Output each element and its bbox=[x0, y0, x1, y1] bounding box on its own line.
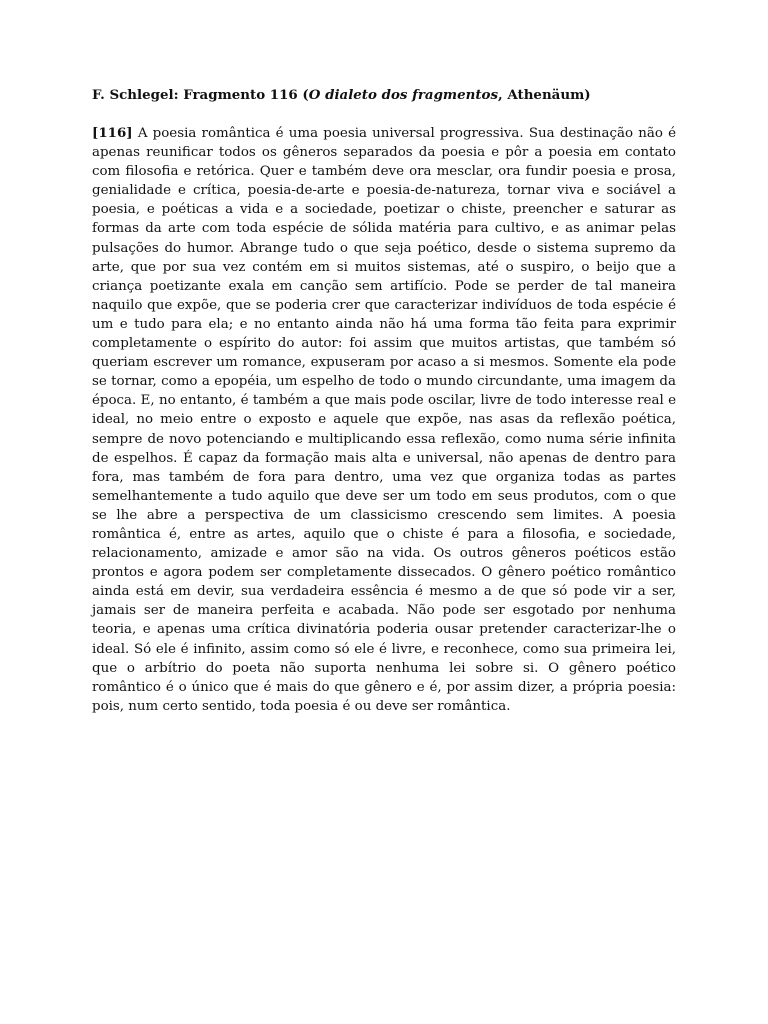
title-prefix: F. Schlegel: Fragmento 116 ( bbox=[92, 87, 309, 103]
fragment-number: [116] bbox=[92, 125, 133, 141]
fragment-text: A poesia romântica é uma poesia universal progressiva. Sua destinação não é apenas reunificar todos os gêneros separados da poesia e pôr a poesia em contato com filosofia e retórica. Quer e também deve ora mesclar, ora fundir poesia e prosa, genialidade e crítica, poesia-de-arte e poesia-de-natureza, tornar viva e sociável a poesia, e poéticas a vida e a sociedade, poetizar o chiste, preencher e saturar as formas da arte com toda espécie de sólida matéria para cultivo, e as animar pelas pulsações do humor. Abrange tudo o que seja poético, desde o sistema supremo da arte, que por sua vez contém em si muitos sistemas, até o suspiro, o beijo que a criança poetizante exala em canção sem artifício. Pode se perder de tal maneira naquilo que expõe, que se poderia crer que caracterizar indivíduos de toda espécie é um e tudo para ela; e no entanto ainda não há uma forma tão feita para exprimir completamente o espírito do autor: foi assim que muitos artistas, que também só queriam escrever um romance, expuseram por acaso a si mesmos. Somente ela pode se tornar, como a epopéia, um espelho de todo o mundo circundante, uma imagem da época. E, no entanto, é também a que mais pode oscilar, livre de todo interesse real e ideal, no meio entre o exposto e aquele que expõe, nas asas da reflexão poética, sempre de novo potenciando e multiplicando essa reflexão, como numa série infinita de espelhos. É capaz da formação mais alta e universal, não apenas de dentro para fora, mas também de fora para dentro, uma vez que organiza todas as partes semelhantemente a tudo aquilo que deve ser um todo em seus produtos, com o que se lhe abre a perspectiva de um classicismo crescendo sem limites. A poesia romântica é, entre as artes, aquilo que o chiste é para a filosofia, e sociedade, relacionamento, amizade e amor são na vida. Os outros gêneros poéticos estão prontos e agora podem ser completamente dissecados. O gênero poético romântico ainda está em devir, sua verdadeira essência é mesmo a de que só pode vir a ser, jamais ser de maneira perfeita e acabada. Não pode ser esgotado por nenhuma teoria, e apenas uma crítica divinatória poderia ousar pretender caracterizar-lhe o ideal. Só ele é infinito, assim como só ele é livre, e reconhece, como sua primeira lei, que o arbítrio do poeta não suporta nenhuma lei sobre si. O gênero poético romântico é o único que é mais do que gênero e é, por assim dizer, a própria poesia: pois, num certo sentido, toda poesia é ou deve ser romântica. bbox=[92, 126, 676, 714]
document-title bbox=[92, 86, 676, 105]
fragment-paragraph bbox=[92, 124, 676, 716]
title-work-italic: O dialeto dos fragmentos bbox=[308, 87, 499, 103]
document-page bbox=[92, 86, 676, 716]
title-suffix: , Athenäum) bbox=[498, 87, 591, 103]
